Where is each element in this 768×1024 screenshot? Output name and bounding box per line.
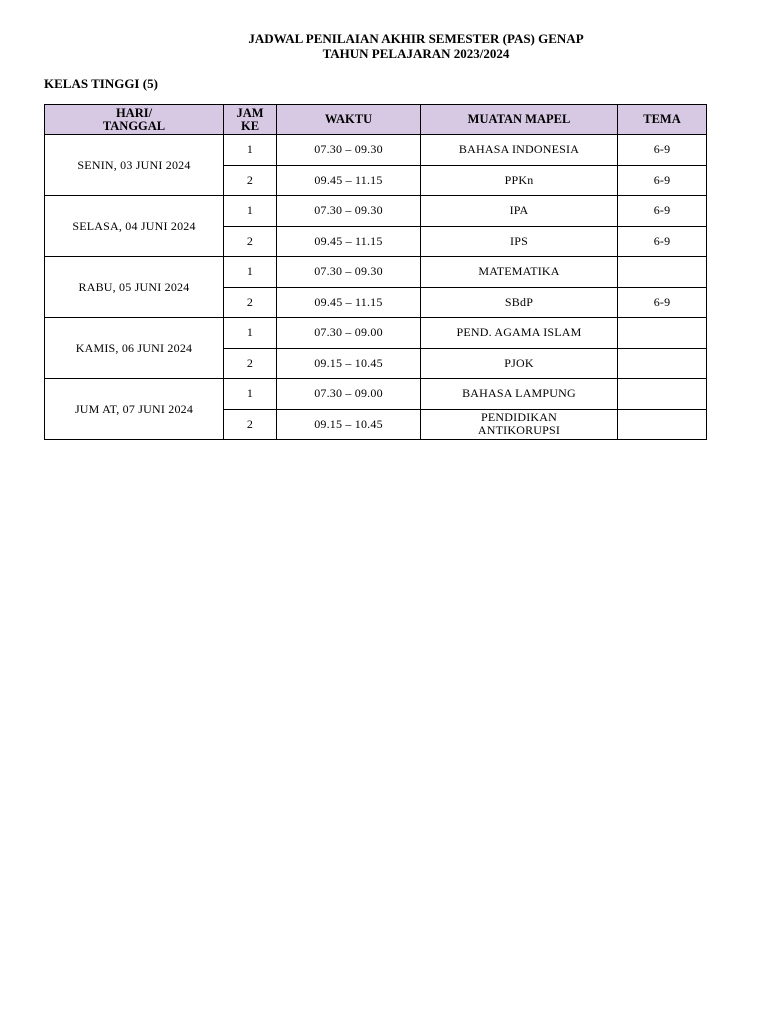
mapel-cell: SBdP xyxy=(421,287,618,318)
waktu-cell: 09.45 – 11.15 xyxy=(277,165,421,196)
tema-cell xyxy=(618,379,707,410)
jam-cell: 2 xyxy=(224,348,277,379)
day-cell: JUM AT, 07 JUNI 2024 xyxy=(45,379,224,440)
waktu-cell: 07.30 – 09.30 xyxy=(277,135,421,166)
waktu-cell: 07.30 – 09.00 xyxy=(277,379,421,410)
table-row xyxy=(45,379,707,410)
tema-cell: 6-9 xyxy=(618,135,707,166)
mapel-cell: IPA xyxy=(421,196,618,227)
table-row xyxy=(45,196,707,227)
waktu-cell: 09.45 – 11.15 xyxy=(277,287,421,318)
tema-cell: 6-9 xyxy=(618,165,707,196)
table-row xyxy=(45,257,707,288)
mapel-cell: MATEMATIKA xyxy=(421,257,618,288)
tema-cell xyxy=(618,348,707,379)
waktu-cell: 09.45 – 11.15 xyxy=(277,226,421,257)
day-cell: SENIN, 03 JUNI 2024 xyxy=(45,135,224,196)
table-row xyxy=(45,135,707,166)
jam-cell: 2 xyxy=(224,226,277,257)
tema-cell: 6-9 xyxy=(618,226,707,257)
tema-cell: 6-9 xyxy=(618,287,707,318)
header-jam-line1: JAM xyxy=(236,105,264,120)
header-mapel: MUATAN MAPEL xyxy=(421,105,618,135)
mapel-cell: PEND. AGAMA ISLAM xyxy=(421,318,618,349)
mapel-cell: BAHASA LAMPUNG xyxy=(421,379,618,410)
tema-cell xyxy=(618,257,707,288)
header-day-line1: HARI/ xyxy=(115,105,153,120)
day-cell: RABU, 05 JUNI 2024 xyxy=(45,257,224,318)
jam-cell: 1 xyxy=(224,257,277,288)
header-jam xyxy=(224,105,277,135)
jam-cell: 1 xyxy=(224,379,277,410)
jam-cell: 2 xyxy=(224,409,277,440)
document-title-year: TAHUN PELAJARAN 2023/2024 xyxy=(322,46,510,61)
tema-cell xyxy=(618,409,707,440)
waktu-cell: 07.30 – 09.00 xyxy=(277,318,421,349)
document-title: JADWAL PENILAIAN AKHIR SEMESTER (PAS) GENAP xyxy=(248,31,584,46)
mapel-cell xyxy=(421,409,618,440)
jam-cell: 2 xyxy=(224,165,277,196)
jam-cell: 1 xyxy=(224,135,277,166)
waktu-cell: 07.30 – 09.30 xyxy=(277,257,421,288)
header-day xyxy=(45,105,224,135)
exam-schedule-table xyxy=(44,104,707,440)
waktu-cell: 09.15 – 10.45 xyxy=(277,348,421,379)
header-jam-line2: KE xyxy=(240,118,260,133)
mapel-cell: BAHASA INDONESIA xyxy=(421,135,618,166)
tema-cell: 6-9 xyxy=(618,196,707,227)
jam-cell: 1 xyxy=(224,318,277,349)
jam-cell: 1 xyxy=(224,196,277,227)
jam-cell: 2 xyxy=(224,287,277,318)
mapel-line1: PENDIDIKAN xyxy=(481,410,557,425)
waktu-cell: 09.15 – 10.45 xyxy=(277,409,421,440)
mapel-cell: IPS xyxy=(421,226,618,257)
header-tema: TEMA xyxy=(618,105,707,135)
table-row xyxy=(45,318,707,349)
class-subtitle: KELAS TINGGI (5) xyxy=(44,76,158,91)
tema-cell xyxy=(618,318,707,349)
mapel-line2: ANTIKORUPSI xyxy=(477,423,561,438)
day-cell: KAMIS, 06 JUNI 2024 xyxy=(45,318,224,379)
mapel-cell: PJOK xyxy=(421,348,618,379)
header-day-line2: TANGGAL xyxy=(102,118,166,133)
mapel-cell: PPKn xyxy=(421,165,618,196)
waktu-cell: 07.30 – 09.30 xyxy=(277,196,421,227)
day-cell: SELASA, 04 JUNI 2024 xyxy=(45,196,224,257)
table-header-row xyxy=(45,105,707,135)
header-waktu: WAKTU xyxy=(277,105,421,135)
